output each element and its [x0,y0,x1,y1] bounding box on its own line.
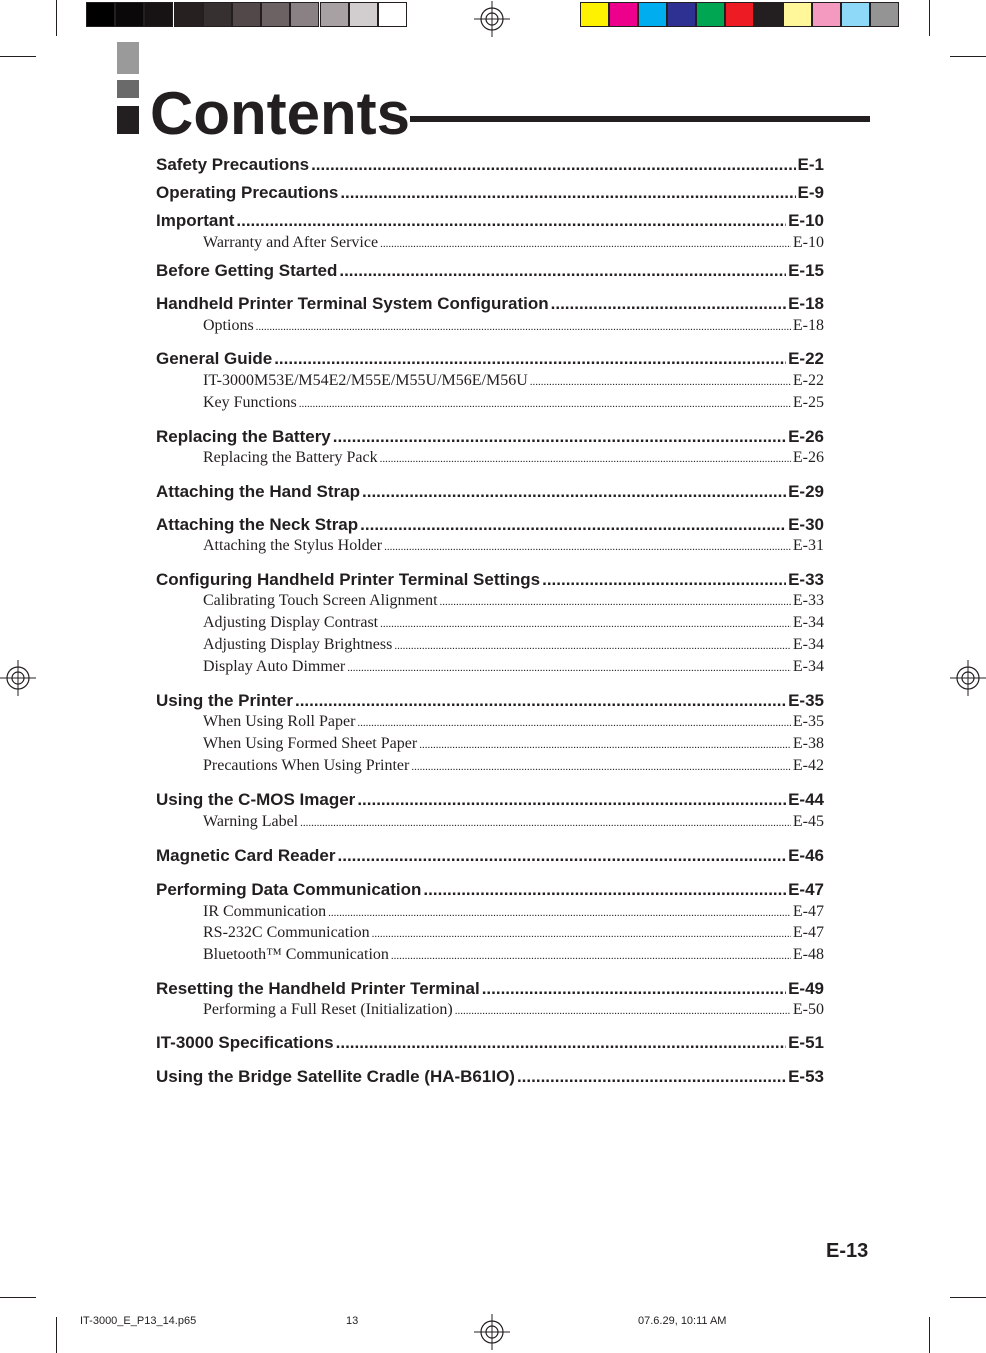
toc-subsection-entry[interactable] [156,924,824,942]
toc-entry-label: Precautions When Using Printer [203,757,410,774]
toc-subsection-entry[interactable] [156,372,824,390]
toc-entry-label: Adjusting Display Brightness [203,636,393,653]
toc-entry-label: IT-3000M53E/M54E2/M55E/M55U/M56E/M56U [203,372,528,389]
gray-swatch [203,2,232,27]
toc-entry-page: E-30 [788,515,824,534]
toc-entry-label: Magnetic Card Reader [156,846,336,865]
toc-subsection-entry[interactable] [156,449,824,467]
toc-entry-page: E-25 [792,394,824,411]
toc-leader-dots [372,924,791,942]
toc-entry-label: When Using Roll Paper [203,713,356,730]
toc-entry-page: E-51 [788,1033,824,1052]
toc-entry-page: E-35 [788,691,824,710]
toc-leader-dots [338,846,787,866]
toc-leader-dots [236,211,786,231]
toc-leader-dots [419,735,791,753]
toc-subsection-entry[interactable] [156,903,824,921]
toc-leader-dots [311,155,795,175]
toc-section-entry[interactable] [156,349,824,369]
toc-leader-dots [360,515,786,535]
toc-entry-page: E-10 [788,211,824,230]
slug-filename: IT-3000_E_P13_14.p65 [80,1315,197,1327]
toc-entry-page: E-22 [792,372,824,389]
color-swatch [783,2,812,27]
toc-section-entry[interactable] [156,846,824,866]
toc-section-entry[interactable] [156,880,824,900]
toc-subsection-entry[interactable] [156,234,824,252]
toc-entry-label: Key Functions [203,394,297,411]
toc-entry-page: E-34 [792,614,824,631]
toc-leader-dots [482,979,786,999]
toc-leader-dots [394,636,791,654]
toc-section-entry[interactable] [156,482,824,502]
toc-entry-label: Warning Label [203,813,299,830]
toc-section-entry[interactable] [156,1033,824,1053]
toc-section-entry[interactable] [156,979,824,999]
toc-leader-dots [542,570,786,590]
toc-entry-page: E-44 [788,790,824,809]
slug-page: 13 [346,1315,359,1327]
toc-entry-label: Using the Printer [156,691,293,710]
toc-entry-page: E-49 [788,979,824,998]
toc-entry-label: Using the C-MOS Imager [156,790,356,809]
gray-swatch [232,2,261,27]
toc-entry-page: E-10 [792,234,824,251]
toc-entry-label: Calibrating Touch Screen Alignment [203,592,438,609]
toc-entry-label: RS-232C Communication [203,924,370,941]
toc-leader-dots [380,449,791,467]
toc-leader-dots [423,880,786,900]
toc-leader-dots [362,482,786,502]
toc-subsection-entry[interactable] [156,813,824,831]
title-rule [410,116,870,122]
gray-swatch [290,2,319,27]
registration-mark-right [950,660,986,696]
toc-entry-label: When Using Formed Sheet Paper [203,735,418,752]
toc-entry-label: Warranty and After Service [203,234,379,251]
toc-leader-dots [357,790,786,810]
toc-leader-dots [347,658,791,676]
toc-entry-label: Bluetooth™ Communication [203,946,389,963]
toc-subsection-entry[interactable] [156,636,824,654]
toc-section-entry[interactable] [156,294,824,314]
toc-entry-label: Attaching the Neck Strap [156,515,359,534]
toc-leader-dots [551,294,786,314]
toc-entry-page: E-33 [792,592,824,609]
toc-entry-label: Handheld Printer Terminal System Configuration [156,294,549,313]
toc-section-entry[interactable] [156,427,824,447]
toc-leader-dots [256,317,791,335]
registration-mark-bottom [474,1314,510,1350]
toc-entry-label: Performing Data Communication [156,880,422,899]
toc-entry-page: E-47 [792,924,824,941]
toc-entry-page: E-47 [792,903,824,920]
registration-mark-top [474,1,510,37]
gray-swatch [174,2,203,27]
toc-entry-label: Using the Bridge Satellite Cradle (HA-B61IO) [156,1067,515,1086]
toc-entry-label: Important [156,211,235,230]
page-number: E-13 [826,1240,869,1262]
toc-entry-label: Options [203,317,254,334]
toc-leader-dots [380,234,791,252]
toc-entry-label: Configuring Handheld Printer Terminal Settings [156,570,541,589]
toc-entry-page: E-46 [788,846,824,865]
toc-section-entry[interactable] [156,790,824,810]
toc-leader-dots [295,691,786,711]
toc-leader-dots [517,1067,786,1087]
toc-leader-dots [274,349,786,369]
gray-swatch [115,2,144,27]
toc-entry-page: E-53 [788,1067,824,1086]
toc-leader-dots [333,427,786,447]
color-swatch [812,2,841,27]
registration-mark-left [0,660,36,696]
toc-entry-page: E-31 [792,537,824,554]
gray-swatch [144,2,173,27]
toc-leader-dots [380,614,791,632]
page-title: Contents [150,80,410,147]
toc-entry-page: E-34 [792,636,824,653]
toc-section-entry[interactable] [156,570,824,590]
toc-section-entry[interactable] [156,1067,824,1087]
toc-subsection-entry[interactable] [156,946,824,964]
toc-leader-dots [336,1033,786,1053]
toc-subsection-entry[interactable] [156,317,824,335]
toc-entry-page: E-26 [788,427,824,446]
toc-entry-page: E-18 [788,294,824,313]
toc-leader-dots [300,813,791,831]
gray-swatch [86,2,115,27]
color-swatch [609,2,638,27]
toc-subsection-entry[interactable] [156,537,824,555]
toc-section-entry[interactable] [156,691,824,711]
toc-entry-page: E-45 [792,813,824,830]
color-swatch [725,2,754,27]
toc-leader-dots [530,372,791,390]
toc-entry-page: E-42 [792,757,824,774]
toc-entry-page: E-38 [792,735,824,752]
toc-entry-page: E-48 [792,946,824,963]
toc-leader-dots [340,183,795,203]
toc-section-entry[interactable] [156,155,824,175]
color-swatch [580,2,609,27]
toc-subsection-entry[interactable] [156,614,824,632]
toc-subsection-entry[interactable] [156,394,824,412]
toc-entry-label: Attaching the Hand Strap [156,482,361,501]
toc-entry-page: E-47 [788,880,824,899]
toc-section-entry[interactable] [156,261,824,281]
toc-entry-label: Performing a Full Reset (Initialization) [203,1001,453,1018]
toc-entry-label: Resetting the Handheld Printer Terminal [156,979,480,998]
toc-entry-page: E-22 [788,349,824,368]
color-swatch [638,2,667,27]
color-swatch [696,2,725,27]
toc-entry-page: E-1 [797,155,824,174]
gray-swatch [320,2,349,27]
gray-swatch [349,2,378,27]
toc-entry-label: Before Getting Started [156,261,338,280]
toc-entry-page: E-35 [792,713,824,730]
toc-section-entry[interactable] [156,211,824,231]
toc-subsection-entry[interactable] [156,592,824,610]
color-swatch [841,2,870,27]
color-swatch [754,2,783,27]
toc-subsection-entry[interactable] [156,713,824,731]
toc-leader-dots [440,592,791,610]
slug-date: 07.6.29, 10:11 AM [638,1315,727,1327]
toc-entry-label: Attaching the Stylus Holder [203,537,383,554]
toc-entry-page: E-18 [792,317,824,334]
gray-swatch [261,2,290,27]
toc-entry-page: E-15 [788,261,824,280]
toc-entry-label: Adjusting Display Contrast [203,614,379,631]
toc-leader-dots [339,261,786,281]
color-swatch [870,2,899,27]
toc-leader-dots [391,946,791,964]
toc-leader-dots [357,713,790,731]
toc-section-entry[interactable] [156,515,824,535]
toc-entry-label: Replacing the Battery Pack [203,449,378,466]
toc-entry-page: E-26 [792,449,824,466]
toc-entry-page: E-34 [792,658,824,675]
toc-subsection-entry[interactable] [156,735,824,753]
toc-entry-page: E-50 [792,1001,824,1018]
toc-leader-dots [455,1001,791,1019]
toc-entry-label: General Guide [156,349,273,368]
toc-entry-page: E-29 [788,482,824,501]
toc-entry-label: IR Communication [203,903,327,920]
gray-swatch [378,2,407,27]
toc-subsection-entry[interactable] [156,757,824,775]
toc-entry-label: IT-3000 Specifications [156,1033,334,1052]
toc-subsection-entry[interactable] [156,658,824,676]
toc-leader-dots [328,903,791,921]
toc-subsection-entry[interactable] [156,1001,824,1019]
toc-leader-dots [299,394,791,412]
color-swatch [667,2,696,27]
toc-entry-label: Safety Precautions [156,155,310,174]
toc-entry-label: Operating Precautions [156,183,339,202]
toc-entry-label: Replacing the Battery [156,427,331,446]
toc-section-entry[interactable] [156,183,824,203]
toc-entry-page: E-33 [788,570,824,589]
toc-leader-dots [411,757,791,775]
toc-entry-page: E-9 [797,183,824,202]
toc-entry-label: Display Auto Dimmer [203,658,346,675]
toc-leader-dots [384,537,791,555]
